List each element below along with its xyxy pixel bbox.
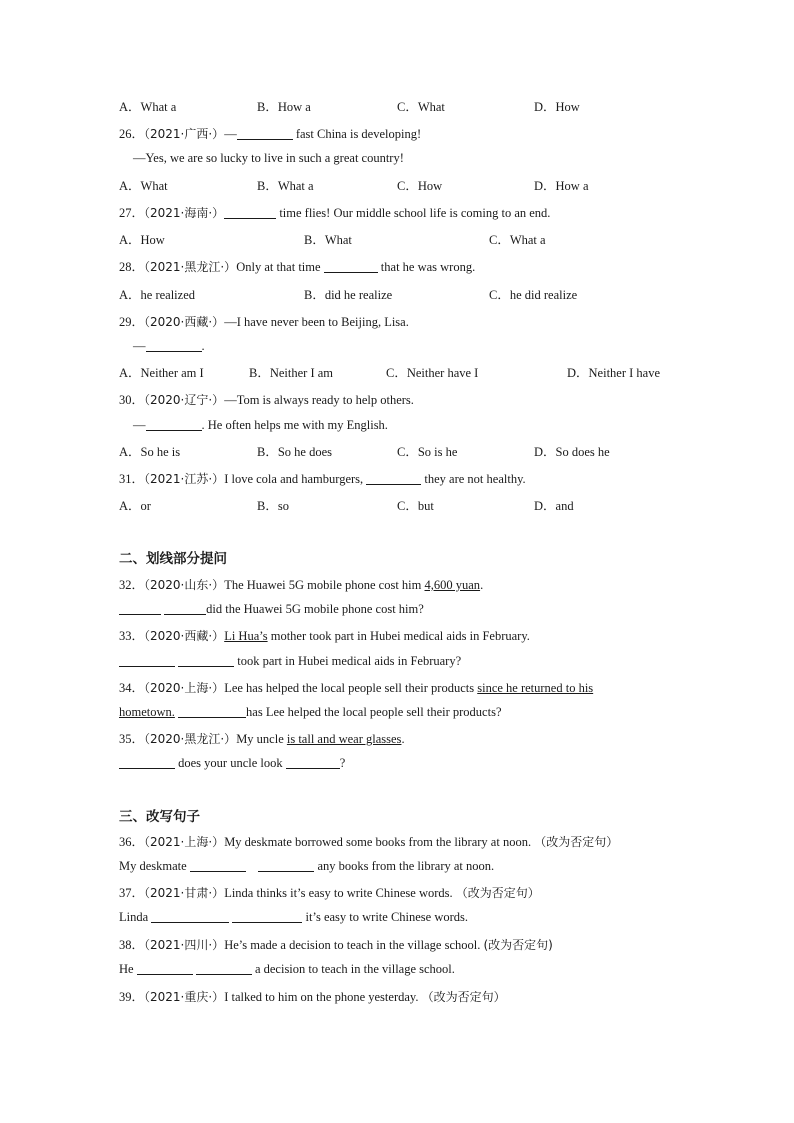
question-32-answer-line xyxy=(119,601,424,617)
answer-line-text: has Lee helped the local people sell their products? xyxy=(246,705,502,719)
option-a: A．What xyxy=(119,179,168,193)
option-b: B．What xyxy=(304,233,352,247)
question-source: （2021·海南·） xyxy=(144,206,225,220)
answer-line-text: does your uncle look xyxy=(175,756,286,770)
answer-blank[interactable] xyxy=(119,653,175,667)
question-source: （2021·江苏·） xyxy=(144,472,225,486)
answer-line-text: a decision to teach in the village school. xyxy=(251,962,455,976)
question-stem: Only at that time xyxy=(236,260,324,274)
answer-blank[interactable] xyxy=(146,417,202,431)
question-38-answer-line xyxy=(119,961,455,977)
answer-blank[interactable] xyxy=(324,259,378,273)
question-stem: My uncle xyxy=(236,732,287,746)
answer-line-text: took part in Hubei medical aids in February? xyxy=(234,654,462,668)
question-33 xyxy=(119,626,530,644)
question-stem-end: that he was wrong. xyxy=(377,260,476,274)
question-source: （2021·重庆·） xyxy=(144,990,225,1004)
question-number: 31． xyxy=(119,472,145,486)
answer-line-text: He xyxy=(119,962,137,976)
question-27 xyxy=(119,203,550,221)
answer-blank[interactable] xyxy=(178,704,246,718)
question-source: （2021·广西·） xyxy=(144,127,225,141)
question-stem: He’s made a decision to teach in the village school. xyxy=(224,938,481,952)
underlined-part: is tall and wear glasses xyxy=(286,732,402,746)
question-number: 36． xyxy=(119,835,145,849)
answer-blank[interactable] xyxy=(237,126,293,140)
answer-line-text: any books from the library at noon. xyxy=(314,859,495,873)
option-d: D．How a xyxy=(534,179,589,193)
instruction-note: （改为否定句） xyxy=(421,990,506,1004)
question-30 xyxy=(119,390,414,408)
question-stem: Lee has helped the local people sell their products xyxy=(224,681,478,695)
option-b: B．What a xyxy=(257,179,314,193)
option-b: B．How a xyxy=(257,100,311,114)
question-34 xyxy=(119,678,593,696)
dash: — xyxy=(133,339,146,353)
question-stem-end: they are not healthy. xyxy=(421,472,526,486)
option-c: C．How xyxy=(397,179,443,193)
question-29 xyxy=(119,312,409,330)
question-35-answer-line xyxy=(119,755,345,771)
question-28 xyxy=(119,257,475,275)
question-39 xyxy=(119,987,506,1005)
answer-blank[interactable] xyxy=(196,961,252,975)
answer-blank[interactable] xyxy=(164,601,206,615)
question-stem: —I have never been to Beijing, Lisa. xyxy=(224,315,409,329)
option-b: B．did he realize xyxy=(304,288,393,302)
section-heading-2: 二、划线部分提问 xyxy=(119,551,227,567)
question-source: （2021·黑龙江·） xyxy=(144,260,237,274)
question-number: 32． xyxy=(119,578,145,592)
dash: — xyxy=(133,418,146,432)
question-mark: ? xyxy=(339,756,346,770)
question-number: 38． xyxy=(119,938,145,952)
question-number: 26． xyxy=(119,127,145,141)
option-a: A．What a xyxy=(119,100,177,114)
answer-blank[interactable] xyxy=(258,858,314,872)
question-37-answer-line xyxy=(119,909,468,925)
question-29-reply xyxy=(133,338,205,354)
question-stem: —Tom is always ready to help others. xyxy=(224,393,414,407)
option-d: D．and xyxy=(534,499,574,513)
reply-text: . He often helps me with my English. xyxy=(201,418,388,432)
answer-blank[interactable] xyxy=(366,471,421,485)
option-b: B．Neither I am xyxy=(249,366,334,380)
question-stem: I love cola and hamburgers, xyxy=(224,472,367,486)
question-36 xyxy=(119,832,618,850)
question-26-reply: —Yes, we are so lucky to live in such a great country! xyxy=(133,151,404,165)
underlined-part: 4,600 yuan xyxy=(424,578,481,592)
question-number: 28． xyxy=(119,260,145,274)
question-stem: The Huawei 5G mobile phone cost him xyxy=(224,578,425,592)
question-source: （2020·上海·） xyxy=(144,681,225,695)
answer-blank[interactable] xyxy=(137,961,193,975)
option-d: D．Neither I have xyxy=(567,366,661,380)
question-source: （2020·西藏·） xyxy=(144,629,225,643)
option-a: A．Neither am I xyxy=(119,366,204,380)
question-stem: Linda thinks it’s easy to write Chinese words. xyxy=(224,886,453,900)
option-d: D．So does he xyxy=(534,445,610,459)
question-number: 29． xyxy=(119,315,145,329)
answer-blank[interactable] xyxy=(232,909,302,923)
answer-line-text: Linda xyxy=(119,910,152,924)
question-number: 39． xyxy=(119,990,145,1004)
dash: — xyxy=(224,127,237,141)
answer-line-text: it’s easy to write Chinese words. xyxy=(302,910,469,924)
answer-blank[interactable] xyxy=(151,909,229,923)
option-c: C．Neither have I xyxy=(386,366,479,380)
question-37 xyxy=(119,883,540,901)
underlined-part: since he returned to his xyxy=(477,681,594,695)
question-source: （2020·西藏·） xyxy=(144,315,225,329)
question-number: 33． xyxy=(119,629,145,643)
answer-blank[interactable] xyxy=(190,858,246,872)
option-b: B．so xyxy=(257,499,289,513)
question-source: （2020·辽宁·） xyxy=(144,393,225,407)
option-c: C．he did realize xyxy=(489,288,578,302)
underlined-part: Li Hua’s xyxy=(224,629,268,643)
question-26 xyxy=(119,124,421,142)
period: . xyxy=(480,578,484,592)
instruction-note: （改为否定句） xyxy=(534,835,619,849)
question-source: （2021·上海·） xyxy=(144,835,225,849)
instruction-note: (改为否定句) xyxy=(483,938,553,952)
period: . xyxy=(201,339,205,353)
question-source: （2021·甘肃·） xyxy=(144,886,225,900)
answer-blank[interactable] xyxy=(286,755,340,769)
question-33-answer-line xyxy=(119,653,461,669)
instruction-note: （改为否定句） xyxy=(455,886,540,900)
question-36-answer-line xyxy=(119,858,494,874)
question-stem: mother took part in Hubei medical aids in February. xyxy=(267,629,530,643)
answer-line-text: did the Huawei 5G mobile phone cost him? xyxy=(206,602,424,616)
question-32 xyxy=(119,575,483,593)
question-30-reply xyxy=(133,417,388,433)
question-number: 37． xyxy=(119,886,145,900)
answer-blank[interactable] xyxy=(146,338,202,352)
question-38 xyxy=(119,935,553,953)
question-number: 35． xyxy=(119,732,145,746)
answer-blank[interactable] xyxy=(119,755,175,769)
option-d: D．How xyxy=(534,100,580,114)
question-stem: My deskmate borrowed some books from the library at noon. xyxy=(224,835,532,849)
option-b: B．So he does xyxy=(257,445,333,459)
option-a: A．So he is xyxy=(119,445,181,459)
answer-blank[interactable] xyxy=(178,653,234,667)
question-31 xyxy=(119,469,526,487)
question-number: 34． xyxy=(119,681,145,695)
question-number: 30． xyxy=(119,393,145,407)
period: . xyxy=(401,732,405,746)
question-35 xyxy=(119,729,405,747)
option-c: C．What xyxy=(397,100,445,114)
question-stem: fast China is developing! xyxy=(292,127,422,141)
question-stem: I talked to him on the phone yesterday. xyxy=(224,990,419,1004)
underlined-part: hometown. xyxy=(119,705,175,719)
question-34-answer-line xyxy=(119,704,502,720)
answer-line-text: My deskmate xyxy=(119,859,190,873)
option-c: C．but xyxy=(397,499,434,513)
answer-blank[interactable] xyxy=(119,601,161,615)
answer-blank[interactable] xyxy=(224,205,276,219)
question-stem: time flies! Our middle school life is coming to an end. xyxy=(276,206,551,220)
question-source: （2021·四川·） xyxy=(144,938,225,952)
option-a: A．or xyxy=(119,499,151,513)
option-a: A．How xyxy=(119,233,165,247)
question-source: （2020·山东·） xyxy=(144,578,225,592)
option-c: C．So is he xyxy=(397,445,458,459)
question-number: 27． xyxy=(119,206,145,220)
section-heading-3: 三、改写句子 xyxy=(119,809,200,825)
option-c: C．What a xyxy=(489,233,546,247)
question-source: （2020·黑龙江·） xyxy=(144,732,237,746)
option-a: A．he realized xyxy=(119,288,196,302)
